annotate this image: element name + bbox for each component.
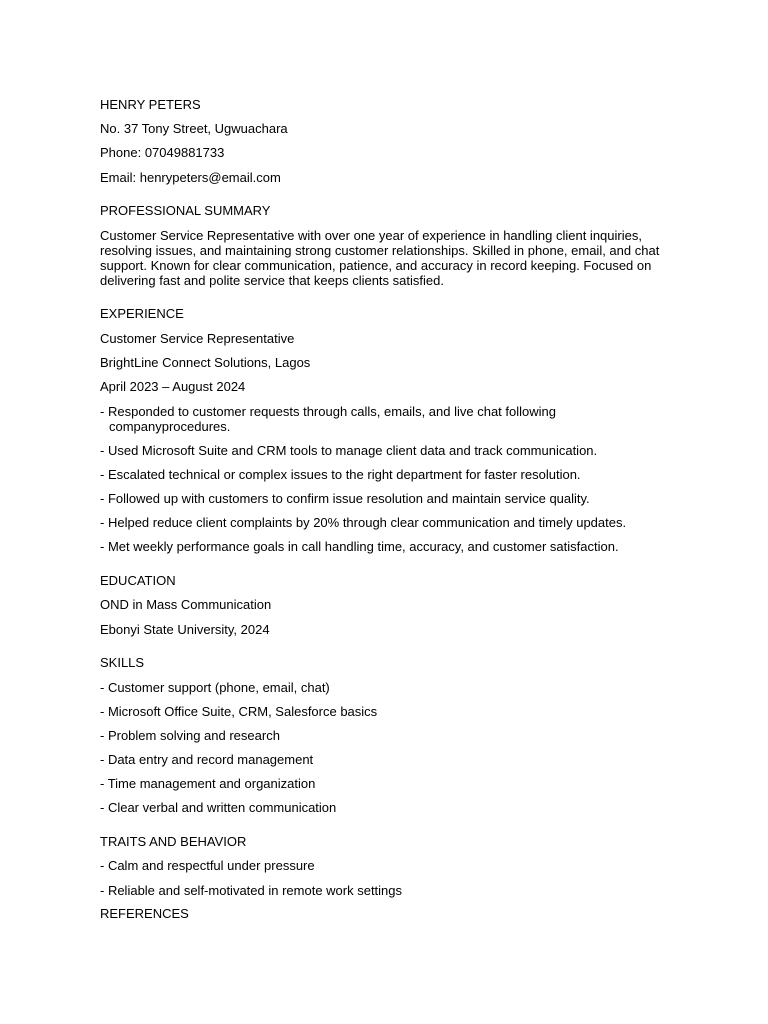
bullet-text: Responded to customer requests through calls, emails, and live chat following [107, 404, 556, 419]
summary-line-2: resolving issues, and maintaining strong customer relationships. Skilled in phone, email, and chat [100, 243, 660, 258]
bullet-dash: - [100, 404, 105, 419]
skills-heading: SKILLS [100, 655, 145, 670]
bullet-dash: - [100, 515, 105, 530]
employment-dates: April 2023 – August 2024 [100, 379, 246, 394]
skill-item: - Problem solving and research [100, 728, 280, 743]
candidate-name: HENRY PETERS [100, 97, 201, 112]
experience-bullet [100, 491, 660, 506]
experience-bullet [100, 443, 660, 458]
experience-bullet [100, 404, 660, 419]
traits-heading: TRAITS AND BEHAVIOR [100, 834, 247, 849]
skill-item: - Time management and organization [100, 776, 316, 791]
skill-item: - Microsoft Office Suite, CRM, Salesforce basics [100, 704, 378, 719]
skill-item: - Data entry and record management [100, 752, 314, 767]
experience-heading: EXPERIENCE [100, 306, 184, 321]
experience-bullet [100, 539, 660, 554]
trait-item: - Reliable and self-motivated in remote work settings [100, 883, 403, 898]
summary-line-3: support. Known for clear communication, patience, and accuracy in record keeping. Focused on [100, 258, 652, 273]
trait-item: - Calm and respectful under pressure [100, 858, 315, 873]
school-line: Ebonyi State University, 2024 [100, 622, 270, 637]
bullet-dash: - [100, 491, 105, 506]
bullet-text: Escalated technical or complex issues to the right department for faster resolution. [107, 467, 581, 482]
skill-item: - Clear verbal and written communication [100, 800, 337, 815]
experience-bullet [100, 515, 660, 530]
summary-heading: PROFESSIONAL SUMMARY [100, 203, 271, 218]
skill-item: - Customer support (phone, email, chat) [100, 680, 330, 695]
email-line: Email: henrypeters@email.com [100, 170, 281, 185]
summary-line-4: delivering fast and polite service that keeps clients satisfied. [100, 273, 444, 288]
bullet-continuation: companyprocedures. [109, 419, 231, 434]
bullet-dash: - [100, 467, 105, 482]
job-title: Customer Service Representative [100, 331, 295, 346]
summary-line-1: Customer Service Representative with over one year of experience in handling client inquiries, [100, 228, 642, 243]
experience-bullet [100, 467, 660, 482]
bullet-dash: - [100, 443, 105, 458]
degree-line: OND in Mass Communication [100, 597, 272, 612]
references-heading: REFERENCES [100, 906, 189, 921]
bullet-text: Used Microsoft Suite and CRM tools to manage client data and track communication. [107, 443, 598, 458]
company-name: BrightLine Connect Solutions, Lagos [100, 355, 311, 370]
bullet-text: Helped reduce client complaints by 20% through clear communication and timely updates. [107, 515, 627, 530]
phone-line: Phone: 07049881733 [100, 145, 225, 160]
education-heading: EDUCATION [100, 573, 176, 588]
address-line: No. 37 Tony Street, Ugwuachara [100, 121, 288, 136]
bullet-text: Met weekly performance goals in call handling time, accuracy, and customer satisfaction. [107, 539, 619, 554]
bullet-text: Followed up with customers to confirm issue resolution and maintain service quality. [107, 491, 590, 506]
bullet-dash: - [100, 539, 105, 554]
